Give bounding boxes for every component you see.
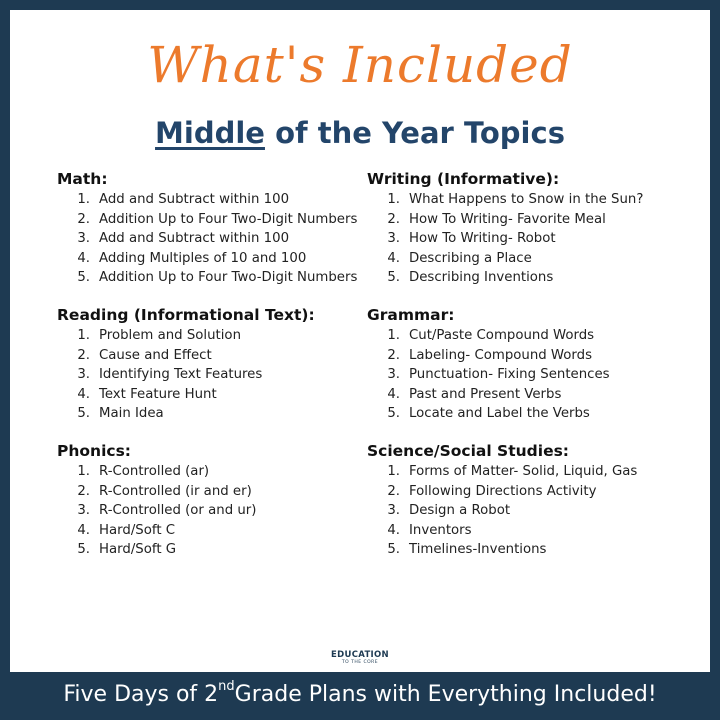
item-number: 3. bbox=[77, 231, 90, 247]
item-text: R-Controlled (or and ur) bbox=[99, 503, 257, 519]
list-item bbox=[367, 190, 697, 210]
math-section bbox=[57, 170, 377, 288]
list-item bbox=[57, 326, 377, 346]
list-item bbox=[367, 482, 697, 502]
item-text: Following Directions Activity bbox=[409, 483, 597, 499]
topic-list bbox=[367, 190, 697, 288]
topic-list bbox=[57, 190, 377, 288]
item-text: Addition Up to Four Two-Digit Numbers bbox=[99, 270, 358, 286]
item-text: Punctuation- Fixing Sentences bbox=[409, 367, 610, 383]
item-text: Cut/Paste Compound Words bbox=[409, 327, 595, 343]
item-text: How To Writing- Robot bbox=[409, 231, 556, 247]
list-item bbox=[57, 404, 377, 424]
list-item bbox=[57, 482, 377, 502]
item-text: Locate and Label the Verbs bbox=[409, 406, 590, 422]
writing-section bbox=[367, 170, 697, 288]
item-text: Design a Robot bbox=[409, 503, 511, 519]
item-text: Main Idea bbox=[99, 406, 164, 422]
list-item bbox=[57, 462, 377, 482]
item-text: Add and Subtract within 100 bbox=[99, 231, 290, 247]
list-item bbox=[367, 404, 697, 424]
list-item bbox=[57, 210, 377, 230]
science-section bbox=[367, 442, 697, 560]
section-title: Writing (Informative): bbox=[367, 170, 560, 188]
list-item bbox=[57, 190, 377, 210]
item-text: Labeling- Compound Words bbox=[409, 347, 593, 363]
list-item bbox=[367, 249, 697, 269]
item-number: 2. bbox=[77, 211, 90, 227]
list-item bbox=[367, 521, 697, 541]
subtitle-rest: of the Year Topics bbox=[264, 116, 565, 150]
item-number: 5. bbox=[77, 406, 90, 422]
item-number: 5. bbox=[387, 270, 400, 286]
item-text: Timelines-Inventions bbox=[409, 542, 547, 558]
item-number: 4. bbox=[387, 250, 400, 266]
list-item bbox=[57, 346, 377, 366]
section-title: Math: bbox=[57, 170, 108, 188]
subtitle-underlined-word: Middle bbox=[155, 116, 265, 150]
item-text: Describing a Place bbox=[409, 250, 532, 266]
item-number: 4. bbox=[387, 522, 400, 538]
item-number: 1. bbox=[77, 327, 90, 343]
item-text: Add and Subtract within 100 bbox=[99, 192, 290, 207]
list-item bbox=[367, 385, 697, 405]
banner-text-after: Grade Plans with Everything Included! bbox=[234, 682, 657, 707]
list-item bbox=[367, 540, 697, 560]
list-item bbox=[367, 268, 697, 288]
section-title: Phonics: bbox=[57, 441, 132, 460]
item-text: R-Controlled (ar) bbox=[99, 463, 210, 479]
item-text: R-Controlled (ir and er) bbox=[99, 483, 252, 499]
item-text: Text Feature Hunt bbox=[99, 386, 217, 402]
item-text: Describing Inventions bbox=[409, 270, 554, 286]
page-subtitle bbox=[10, 116, 710, 150]
list-item bbox=[367, 346, 697, 366]
item-number: 3. bbox=[77, 503, 90, 519]
topic-list bbox=[367, 326, 697, 424]
item-text: Forms of Matter- Solid, Liquid, Gas bbox=[409, 463, 638, 479]
item-number: 5. bbox=[387, 406, 400, 422]
logo-line1: EDUCATION bbox=[331, 650, 389, 660]
list-item bbox=[57, 249, 377, 269]
topic-list bbox=[57, 326, 377, 424]
list-item bbox=[367, 229, 697, 249]
item-number: 1. bbox=[387, 463, 400, 479]
item-number: 4. bbox=[77, 250, 90, 266]
item-number: 2. bbox=[387, 347, 400, 363]
section-title: Science/Social Studies: bbox=[367, 441, 570, 460]
item-text: Inventors bbox=[409, 522, 472, 538]
left-column bbox=[57, 170, 377, 578]
list-item bbox=[57, 501, 377, 521]
item-text: Identifying Text Features bbox=[99, 367, 263, 383]
footer-banner bbox=[0, 672, 720, 720]
item-number: 3. bbox=[387, 503, 400, 519]
list-item bbox=[57, 521, 377, 541]
item-text: What Happens to Snow in the Sun? bbox=[409, 192, 644, 207]
list-item bbox=[367, 365, 697, 385]
script-title: What's Included bbox=[147, 36, 573, 94]
section-title: Grammar: bbox=[367, 305, 455, 324]
right-column bbox=[367, 170, 697, 578]
list-item bbox=[57, 229, 377, 249]
topic-list bbox=[57, 462, 377, 560]
list-item bbox=[367, 210, 697, 230]
list-item bbox=[367, 462, 697, 482]
list-item bbox=[367, 326, 697, 346]
item-number: 1. bbox=[77, 463, 90, 479]
list-item bbox=[57, 385, 377, 405]
grammar-section bbox=[367, 306, 697, 424]
logo-line2: TO THE CORE bbox=[341, 660, 379, 665]
item-number: 2. bbox=[387, 211, 400, 227]
banner-text-before: Five Days of 2 bbox=[63, 682, 219, 707]
item-number: 5. bbox=[77, 270, 90, 286]
item-text: Addition Up to Four Two-Digit Numbers bbox=[99, 211, 358, 227]
list-item bbox=[57, 540, 377, 560]
topic-list bbox=[367, 462, 697, 560]
item-number: 3. bbox=[387, 231, 400, 247]
list-item bbox=[57, 365, 377, 385]
brand-logo bbox=[10, 650, 710, 665]
item-number: 4. bbox=[77, 386, 90, 402]
item-number: 1. bbox=[387, 327, 400, 343]
item-text: Past and Present Verbs bbox=[409, 386, 562, 402]
item-text: Adding Multiples of 10 and 100 bbox=[99, 250, 307, 266]
item-number: 1. bbox=[387, 192, 400, 207]
section-title: Reading (Informational Text): bbox=[57, 305, 315, 324]
phonics-section bbox=[57, 442, 377, 560]
item-text: Hard/Soft G bbox=[99, 542, 177, 558]
item-text: How To Writing- Favorite Meal bbox=[409, 211, 606, 227]
item-text: Hard/Soft C bbox=[99, 522, 176, 538]
item-number: 1. bbox=[77, 192, 90, 207]
banner-superscript: nd bbox=[218, 679, 235, 694]
item-text: Problem and Solution bbox=[99, 327, 241, 343]
item-number: 3. bbox=[387, 367, 400, 383]
item-number: 2. bbox=[387, 483, 400, 499]
item-text: Cause and Effect bbox=[99, 347, 212, 363]
list-item bbox=[367, 501, 697, 521]
item-number: 3. bbox=[77, 367, 90, 383]
item-number: 4. bbox=[387, 386, 400, 402]
item-number: 5. bbox=[387, 542, 400, 558]
item-number: 2. bbox=[77, 347, 90, 363]
item-number: 2. bbox=[77, 483, 90, 499]
item-number: 4. bbox=[77, 522, 90, 538]
item-number: 5. bbox=[77, 542, 90, 558]
list-item bbox=[57, 268, 377, 288]
reading-section bbox=[57, 306, 377, 424]
